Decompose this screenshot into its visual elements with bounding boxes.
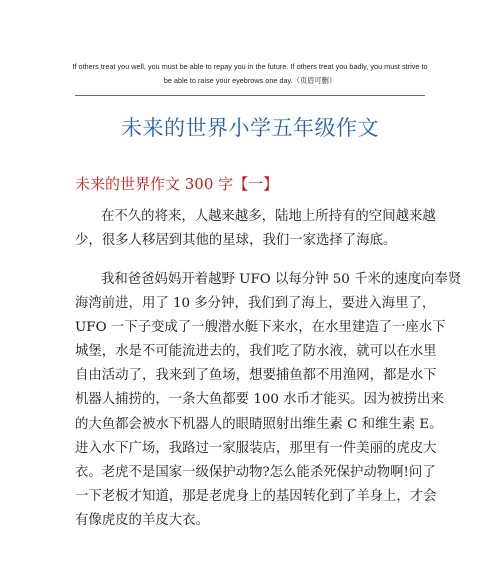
header-divider (75, 95, 425, 96)
paragraph-line: 少，很多人移居到其他的星球，我们一家选择了海底。 (75, 233, 397, 249)
paragraph-line: 机器人捕捞的，一条大鱼都要 100 水币才能买。因为被捞出来 (75, 392, 444, 408)
paragraph-line: 在不久的将来，人越来越多，陆地上所持有的空间越来越 (101, 209, 436, 224)
paragraph-line: 我和爸爸妈妈开着越野 UFO 以每分钟 50 千米的速度向奉贤 (101, 272, 462, 287)
document-title: 未来的世界小学五年级作文 (121, 116, 379, 140)
paragraph-line: 有像虎皮的羊皮大衣。 (75, 512, 209, 528)
epigraph-line-2: be able to raise your eyebrows one day.（页眉可删） (163, 76, 337, 85)
paragraph-2 (75, 268, 462, 533)
epigraph-line-1: If others treat you well, you must be able to repay you in the future. If others treat you badly, you must strive to (72, 62, 428, 71)
paragraph-line: 一下老板才知道，那是老虎身上的基因转化到了羊身上，才会 (75, 488, 437, 504)
paragraph-line: 海湾前进，用了 10 多分钟，我们到了海上，要进入海里了， (75, 296, 436, 312)
paragraph-line: 城堡，水是不可能流进去的，我们吃了防水液，就可以在水里 (75, 344, 437, 360)
paragraph-line: UFO 一下子变成了一艘潜水艇下来水，在水里建造了一座水下 (75, 320, 446, 336)
paragraph-line: 衣。老虎不是国家一级保护动物?怎么能杀死保护动物啊!问了 (75, 464, 436, 480)
section-heading: 未来的世界作文 300 字【一】 (75, 175, 279, 193)
paragraph-line: 进入水下广场，我路过一家服装店，那里有一件美丽的虎皮大 (75, 440, 437, 456)
paragraph-line: 自由活动了，我来到了鱼场，想要捕鱼都不用渔网，都是水下 (75, 368, 437, 384)
paragraph-line: 的大鱼都会被水下机器人的眼睛照射出维生素 C 和维生素 E。 (75, 416, 443, 432)
paragraph-1 (75, 205, 436, 253)
header-epigraph (62, 60, 438, 88)
